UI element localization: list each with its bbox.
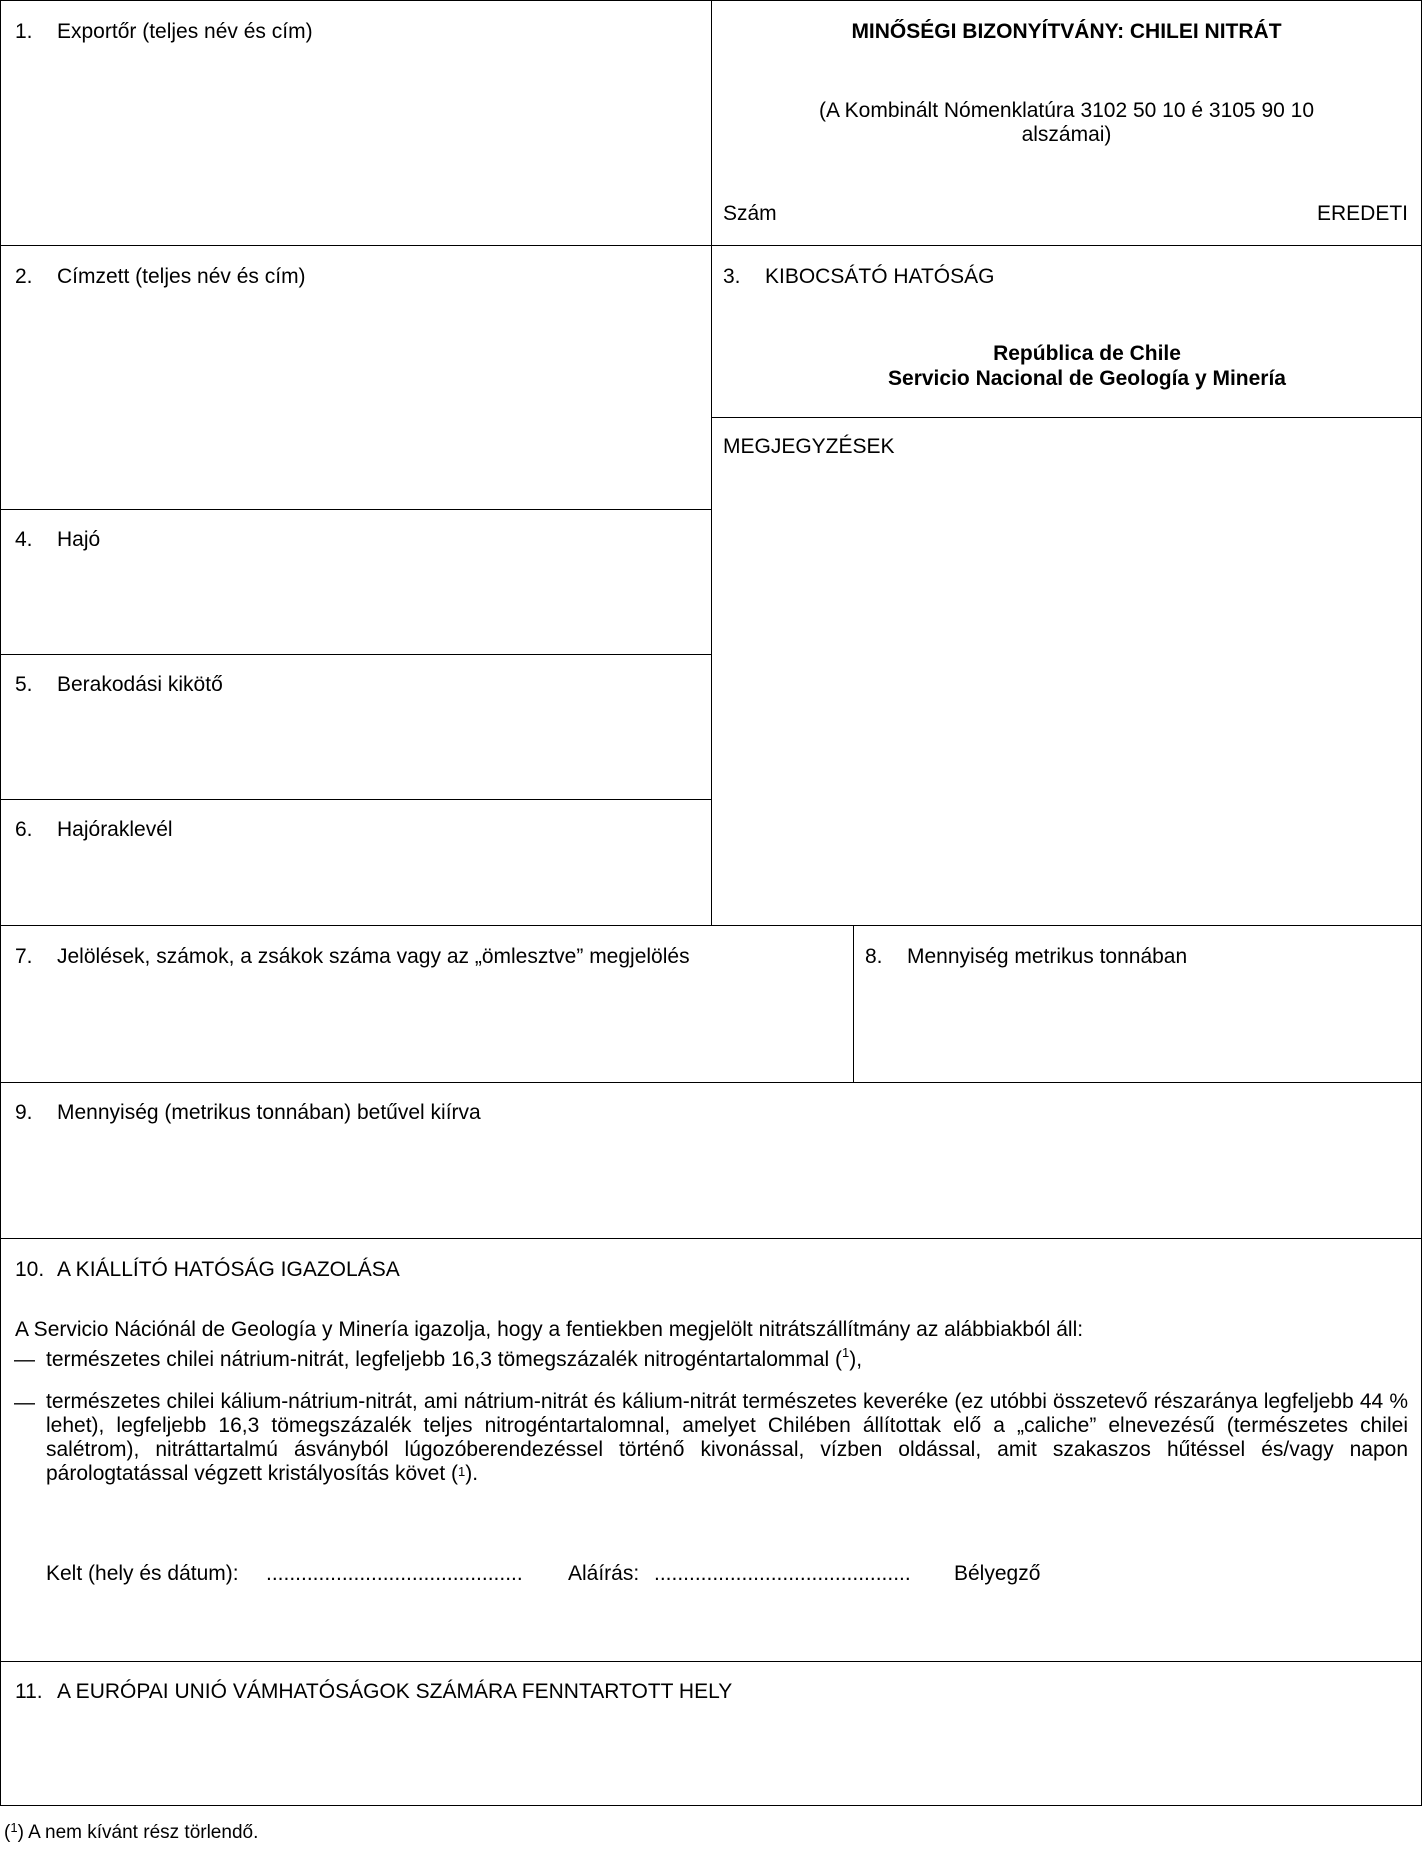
box7-label: 7. Jelölések, számok, a zsákok száma vagy az „ömlesztve” megjelölés — [15, 945, 690, 968]
box-vessel[interactable] — [0, 509, 712, 655]
box1-label: 1. Exportőr (teljes név és cím) — [15, 20, 313, 43]
dash-1: — — [14, 1348, 35, 1371]
signature-field[interactable]: ............................................ — [654, 1562, 911, 1585]
box9-label: 9. Mennyiség (metrikus tonnában) betűvel kiírva — [15, 1101, 481, 1124]
authority-line1: República de Chile — [993, 342, 1181, 365]
box6-label: 6. Hajóraklevél — [15, 818, 173, 841]
box5-label: 5. Berakodási kikötő — [15, 673, 223, 696]
box3-label: 3. KIBOCSÁTÓ HATÓSÁG — [723, 265, 995, 288]
box-remarks[interactable] — [711, 417, 1422, 926]
certification-item-1: természetes chilei nátrium-nitrát, legfeljebb 16,3 tömegszázalék nitrogéntartalommal ($^1$), — [46, 1345, 863, 1371]
certification-item-2: természetes chilei kálium-nátrium-nitrát, ami nátrium-nitrát és kálium-nitrát természetes keveréke (ez utóbbi összetevő részaránya legfeljebb 44 % lehet), legfeljebb 16,3 tömegszázalék teljes nitrogéntartalomnal, amelyet Chilében állítottak elő a „caliche” elnevezésű (természetes chilei salétrom), nitráttartalmú ásványból lúgozóberendezéssel történő kivonással, vízben oldással, amit szakaszos hűtéssel és/vagy napon párologtatással végzett kristályosítás követ ($^1$). — [46, 1390, 1408, 1485]
box11-label: 11. A EURÓPAI UNIÓ VÁMHATÓSÁGOK SZÁMÁRA FENNTARTOTT HELY — [15, 1680, 733, 1703]
signature-label: Aláírás: — [568, 1562, 640, 1585]
nomenclature-line1: (A Kombinált Nómenklatúra 3102 50 10 é 3105 90 10 — [818, 99, 1314, 122]
certificate-title: MINŐSÉGI BIZONYÍTVÁNY: CHILEI NITRÁT — [851, 20, 1282, 43]
number-label: Szám — [723, 202, 777, 225]
certification-intro: A Servicio Nációnál de Geología y Minería igazolja, hogy a fentiekben megjelölt nitrátszállítmány az alábbiakból áll: — [15, 1318, 1084, 1341]
nomenclature-line2: alszámai) — [1021, 123, 1112, 146]
original-label: EREDETI — [1316, 202, 1408, 225]
box8-label: 8. Mennyiség metrikus tonnában — [865, 945, 1188, 968]
authority-line2: Servicio Nacional de Geología y Minería — [888, 367, 1286, 390]
place-date-field[interactable]: ............................................ — [266, 1562, 523, 1585]
dash-2: — — [14, 1391, 35, 1414]
box2-label: 2. Címzett (teljes név és cím) — [15, 265, 306, 288]
stamp-label: Bélyegző — [954, 1562, 1041, 1585]
remarks-label: MEGJEGYZÉSEK — [723, 435, 895, 458]
box10-label: 10. A KIÁLLÍTÓ HATÓSÁG IGAZOLÁSA — [15, 1258, 400, 1281]
box4-label: 4. Hajó — [15, 528, 101, 551]
footnote: ($^1$) A nem kívánt rész törlendő. — [4, 1820, 259, 1843]
place-date-label: Kelt (hely és dátum): — [46, 1562, 239, 1585]
